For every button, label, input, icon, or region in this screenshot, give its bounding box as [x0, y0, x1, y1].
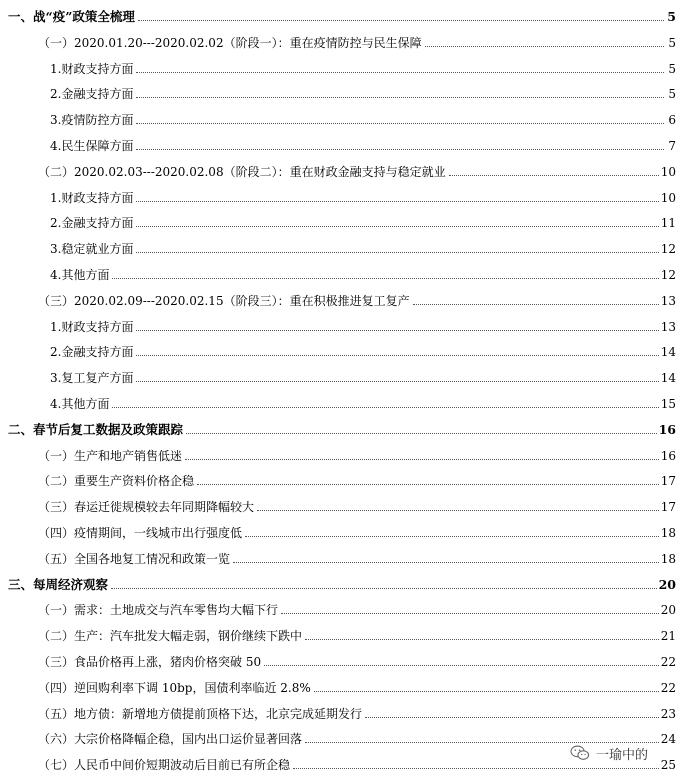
toc-entry-page: 22: [660, 681, 676, 695]
dot-leader: [449, 174, 659, 176]
toc-entry[interactable]: [8, 597, 676, 617]
toc-entry-title: 1.财政支持方面: [50, 320, 134, 334]
toc-entry-title: （一）2020.01.20---2020.02.02（阶段一）：重在疫情防控与民生保障: [38, 36, 422, 50]
toc-entry[interactable]: [8, 417, 676, 437]
toc-entry-title: 4.民生保障方面: [50, 139, 134, 153]
toc-entry[interactable]: [8, 520, 676, 540]
toc-entry[interactable]: [8, 107, 676, 127]
dot-leader: [136, 329, 658, 331]
toc-entry-page: 5: [668, 87, 676, 101]
dot-leader: [136, 225, 658, 227]
toc-entry-page: 18: [660, 552, 676, 566]
dot-leader: [138, 19, 664, 21]
toc-entry-title: （二）2020.02.03---2020.02.08（阶段二）：重在财政金融支持与稳定就业: [38, 165, 446, 179]
dot-leader: [111, 587, 657, 589]
dot-leader: [136, 354, 658, 356]
dot-leader: [293, 767, 659, 769]
toc-entry-title: （五）地方债：新增地方债提前顶格下达，北京完成延期发行: [38, 707, 363, 721]
toc-entry-page: 20: [660, 603, 676, 617]
toc-entry-page: 17: [660, 474, 676, 488]
wechat-icon: [570, 744, 590, 762]
toc-entry-title: （四）疫情期间，一线城市出行强度低: [38, 526, 243, 540]
dot-leader: [136, 71, 664, 73]
toc-entry-page: 17: [660, 500, 676, 514]
toc-entry-page: 13: [660, 294, 676, 308]
toc-entry-page: 16: [660, 449, 676, 463]
toc-entry[interactable]: [8, 159, 676, 179]
toc-entry[interactable]: [8, 468, 676, 488]
toc-entry[interactable]: [8, 56, 676, 76]
dot-leader: [264, 664, 659, 666]
dot-leader: [136, 96, 664, 98]
toc-entry[interactable]: [8, 572, 676, 592]
toc-entry-title: （一）生产和地产销售低迷: [38, 449, 183, 463]
toc-entry-page: 5: [668, 62, 676, 76]
toc-entry-title: 3.稳定就业方面: [50, 242, 134, 256]
toc-entry[interactable]: [8, 4, 676, 24]
toc-entry-title: （三）食品价格再上涨，猪肉价格突破 50: [38, 655, 262, 669]
toc-entry-page: 5: [667, 9, 676, 24]
dot-leader: [281, 612, 659, 614]
toc-entry-title: 4.其他方面: [50, 397, 110, 411]
dot-leader: [305, 638, 659, 640]
dot-leader: [257, 509, 659, 511]
toc-entry-page: 14: [660, 371, 676, 385]
toc-entry[interactable]: [8, 649, 676, 669]
watermark: [570, 742, 648, 764]
dot-leader: [245, 535, 659, 537]
toc-entry[interactable]: [8, 262, 676, 282]
toc-entry-page: 6: [668, 113, 676, 127]
toc-entry-page: 15: [660, 397, 676, 411]
dot-leader: [197, 483, 659, 485]
toc-entry[interactable]: [8, 210, 676, 230]
toc-entry[interactable]: [8, 30, 676, 50]
toc-entry-page: 12: [660, 242, 676, 256]
dot-leader: [136, 200, 658, 202]
dot-leader: [136, 251, 658, 253]
dot-leader: [425, 45, 664, 47]
toc-entry-title: （五）全国各地复工情况和政策一览: [38, 552, 231, 566]
toc-entry-page: 24: [660, 732, 676, 746]
toc-entry[interactable]: [8, 236, 676, 256]
toc-entry[interactable]: [8, 81, 676, 101]
dot-leader: [112, 277, 658, 279]
dot-leader: [112, 406, 658, 408]
toc-entry-title: （一）需求：土地成交与汽车零售均大幅下行: [38, 603, 279, 617]
toc-entry-page: 11: [660, 216, 676, 230]
toc-entry-title: 4.其他方面: [50, 268, 110, 282]
toc-entry-page: 25: [660, 758, 676, 772]
dot-leader: [185, 458, 659, 460]
toc-entry-page: 5: [668, 36, 676, 50]
toc-entry[interactable]: [8, 701, 676, 721]
toc-entry-page: 13: [660, 320, 676, 334]
toc-entry-page: 22: [660, 655, 676, 669]
toc-entry-title: （二）重要生产资料价格企稳: [38, 474, 195, 488]
toc-entry[interactable]: [8, 623, 676, 643]
toc-entry-page: 21: [660, 629, 676, 643]
dot-leader: [136, 122, 664, 124]
toc-entry-title: 2.金融支持方面: [50, 87, 134, 101]
toc-entry[interactable]: [8, 288, 676, 308]
toc-entry-title: （三）春运迁徙规模较去年同期降幅较大: [38, 500, 255, 514]
toc-entry-page: 14: [660, 345, 676, 359]
toc-entry-title: 3.疫情防控方面: [50, 113, 134, 127]
dot-leader: [365, 716, 659, 718]
toc-entry[interactable]: [8, 443, 676, 463]
toc-entry-title: （七）人民币中间价短期波动后目前已有所企稳: [38, 758, 291, 772]
toc-entry[interactable]: [8, 339, 676, 359]
toc-entry-page: 10: [660, 165, 676, 179]
toc-entry-title: （二）生产：汽车批发大幅走弱，钢价继续下跌中: [38, 629, 303, 643]
dot-leader: [314, 690, 659, 692]
toc-entry[interactable]: [8, 133, 676, 153]
toc-entry-title: 2.金融支持方面: [50, 216, 134, 230]
toc-entry-page: 7: [668, 139, 676, 153]
toc-entry-title: （三）2020.02.09---2020.02.15（阶段三）：重在积极推进复工复产: [38, 294, 410, 308]
toc-entry-page: 18: [660, 526, 676, 540]
toc-entry-page: 20: [658, 577, 676, 592]
toc-entry[interactable]: [8, 314, 676, 334]
toc-entry[interactable]: [8, 185, 676, 205]
toc-entry-title: 二、春节后复工数据及政策跟踪: [8, 422, 184, 437]
dot-leader: [186, 432, 657, 434]
toc-entry-title: 1.财政支持方面: [50, 62, 134, 76]
toc-entry[interactable]: [8, 675, 676, 695]
toc-entry[interactable]: [8, 546, 676, 566]
dot-leader: [136, 148, 664, 150]
toc-entry-page: 23: [660, 707, 676, 721]
toc-entry[interactable]: [8, 391, 676, 411]
toc-entry-title: 1.财政支持方面: [50, 191, 134, 205]
toc-entry[interactable]: [8, 494, 676, 514]
toc-entry-title: （六）大宗价格降幅企稳，国内出口运价显著回落: [38, 732, 303, 746]
toc-entry-page: 12: [660, 268, 676, 282]
toc-entry-page: 10: [660, 191, 676, 205]
dot-leader: [413, 303, 659, 305]
toc-entry[interactable]: [8, 365, 676, 385]
toc-entry-title: 三、每周经济观察: [8, 577, 109, 592]
watermark-text: 一瑜中的: [596, 747, 649, 763]
toc-entry-title: 3.复工复产方面: [50, 371, 134, 385]
toc-entry-title: 2.金融支持方面: [50, 345, 134, 359]
toc-entry-title: 一、战“疫”政策全梳理: [8, 9, 135, 24]
toc-entry-page: 16: [658, 422, 676, 437]
toc-entry-title: （四）逆回购利率下调 10bp，国债利率临近 2.8%: [38, 681, 311, 695]
dot-leader: [233, 561, 659, 563]
dot-leader: [136, 380, 658, 382]
